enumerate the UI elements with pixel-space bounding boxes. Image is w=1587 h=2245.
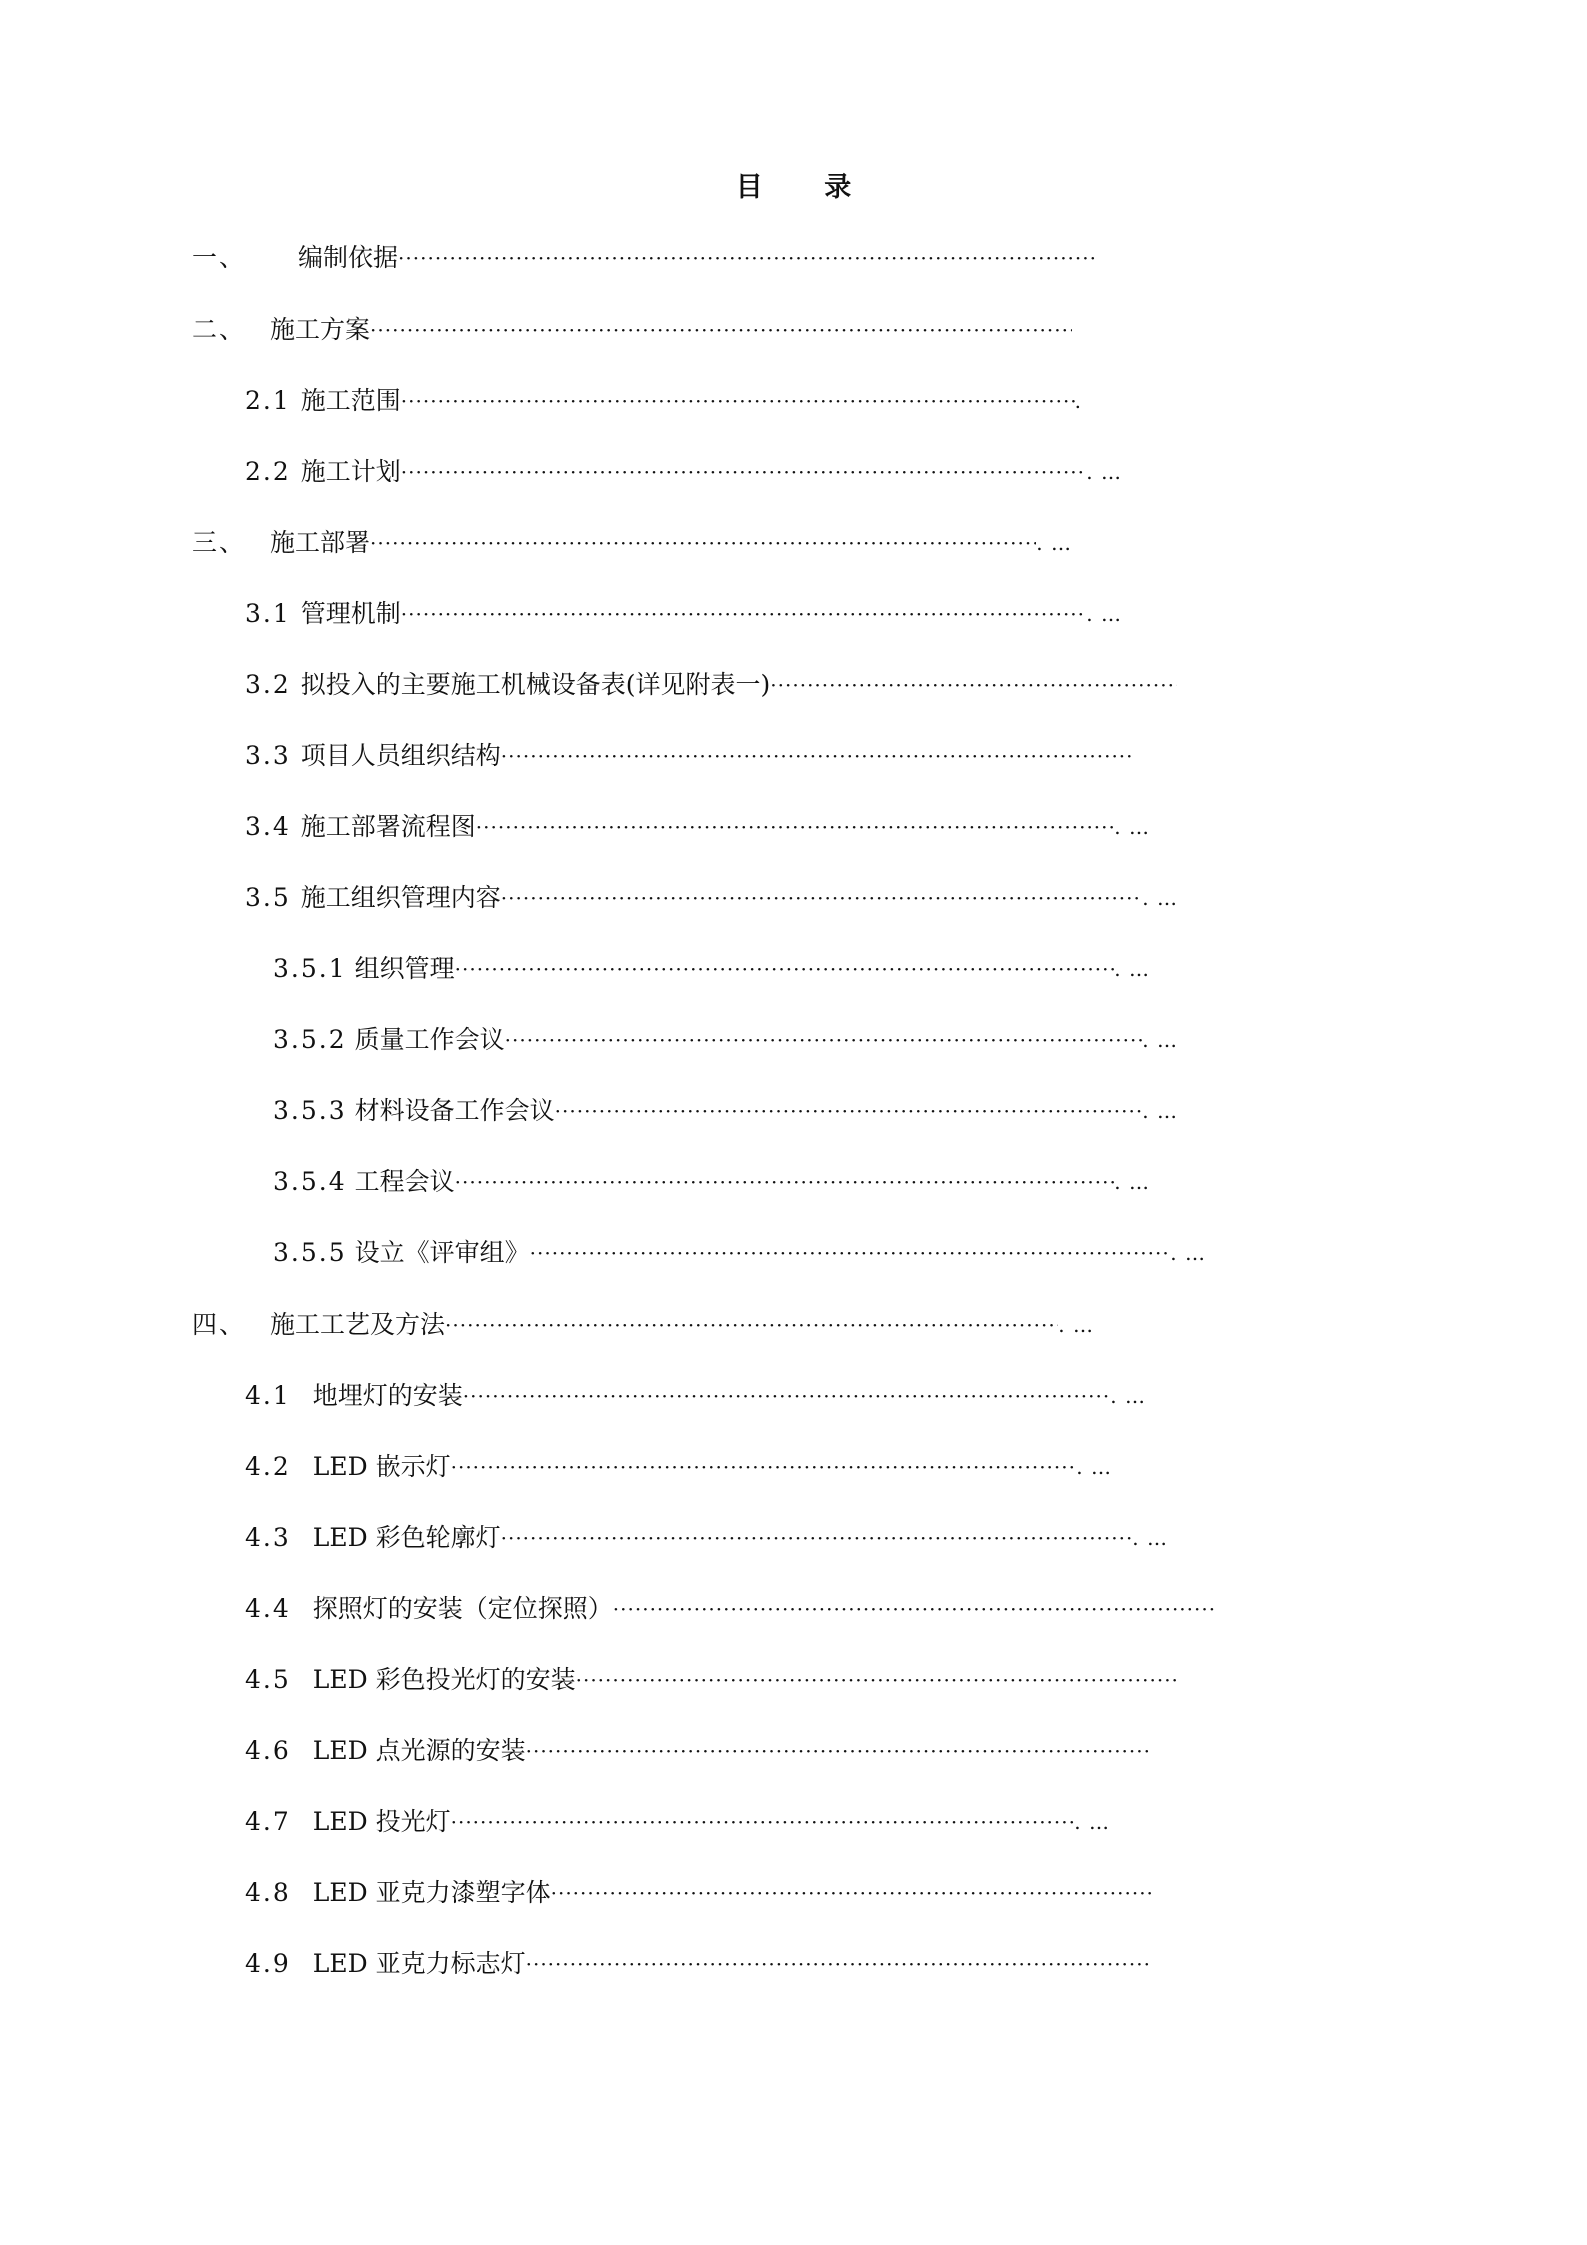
toc-entry-title: 管理机制 — [300, 599, 401, 628]
toc-entry[interactable] — [245, 450, 1122, 494]
toc-entry-tail: . — [1074, 389, 1082, 413]
toc-entry[interactable] — [245, 734, 1133, 778]
toc-entry[interactable] — [245, 876, 1178, 920]
toc-entry-tail: . … — [1170, 1241, 1206, 1265]
toc-entry[interactable] — [192, 308, 1072, 352]
toc-entry[interactable] — [192, 521, 1072, 565]
dot-leader — [401, 379, 1075, 423]
dot-leader — [526, 1729, 1152, 1773]
toc-entry-number: 4.4 — [245, 1594, 291, 1623]
toc-entry-tail: . … — [1058, 1313, 1094, 1337]
toc-entry[interactable] — [273, 1089, 1178, 1133]
dot-leader — [455, 1160, 1115, 1204]
toc-entry-title: LED 亚克力漆塑字体 — [312, 1878, 551, 1907]
dot-leader — [398, 236, 1098, 280]
toc-entry[interactable] — [245, 1800, 1110, 1844]
toc-entry-number: 4.8 — [245, 1878, 291, 1907]
dot-leader — [501, 876, 1143, 920]
toc-entry-tail: . … — [1110, 1384, 1146, 1408]
toc-entry-title: 材料设备工作会议 — [354, 1096, 555, 1125]
toc-entry[interactable] — [245, 1516, 1168, 1560]
dot-leader — [401, 592, 1087, 636]
dot-leader — [451, 1445, 1077, 1489]
toc-entry-title: 施工组织管理内容 — [300, 883, 501, 912]
toc-entry-title: LED 投光灯 — [312, 1807, 451, 1836]
toc-entry[interactable] — [245, 1942, 1151, 1986]
toc-entry-number: 3.5.5 — [273, 1238, 347, 1267]
toc-entry-number: 4.9 — [245, 1949, 291, 1978]
dot-leader — [455, 947, 1115, 991]
toc-entry-number: 3.1 — [245, 599, 291, 628]
toc-entry[interactable] — [245, 1658, 1180, 1702]
toc-title: 目 录 — [735, 172, 878, 203]
toc-entry-tail: . … — [1132, 1526, 1168, 1550]
toc-entry[interactable] — [245, 1374, 1146, 1418]
toc-entry-title: 项目人员组织结构 — [300, 741, 501, 770]
toc-entry[interactable] — [245, 1729, 1152, 1773]
toc-entry-title: 地埋灯的安装 — [312, 1381, 463, 1410]
toc-entry[interactable] — [273, 947, 1150, 991]
toc-entry[interactable] — [245, 663, 1177, 707]
toc-entry-title: 施工计划 — [300, 457, 401, 486]
dot-leader — [501, 1516, 1133, 1560]
toc-entry-tail: . … — [1076, 1455, 1112, 1479]
toc-entry-number: 4.1 — [245, 1381, 291, 1410]
toc-entry-title: 工程会议 — [354, 1167, 455, 1196]
toc-entry[interactable] — [273, 1018, 1178, 1062]
toc-entry-title: 组织管理 — [354, 954, 455, 983]
dot-leader — [476, 805, 1115, 849]
toc-entry-title: 施工部署流程图 — [300, 812, 476, 841]
toc-entry-title: 探照灯的安装（定位探照） — [312, 1594, 613, 1623]
dot-leader — [526, 1942, 1151, 1986]
toc-entry-title: LED 彩色轮廓灯 — [312, 1523, 501, 1552]
toc-entry-number: 3.5 — [245, 883, 291, 912]
toc-entry-tail: . … — [1114, 957, 1150, 981]
toc-entry-title: LED 点光源的安装 — [312, 1736, 526, 1765]
toc-entry-number: 一、 — [192, 243, 247, 272]
toc-entry-title: 拟投入的主要施工机械设备表(详见附表一) — [300, 670, 771, 699]
toc-entry-title: 设立《评审组》 — [354, 1238, 530, 1267]
toc-entry-number: 3.5.4 — [273, 1167, 347, 1196]
toc-entry-title: LED 彩色投光灯的安装 — [312, 1665, 576, 1694]
dot-leader — [370, 521, 1036, 565]
toc-entry-number: 2.1 — [245, 386, 291, 415]
toc-entry-number: 4.7 — [245, 1807, 291, 1836]
dot-leader — [463, 1374, 1111, 1418]
dot-leader — [501, 734, 1133, 778]
toc-entry-title: 质量工作会议 — [354, 1025, 505, 1054]
toc-entry-title: LED 亚克力标志灯 — [312, 1949, 526, 1978]
toc-entry-title: 施工部署 — [270, 528, 371, 557]
toc-entry-number: 3.5.3 — [273, 1096, 347, 1125]
toc-entry[interactable] — [192, 1303, 1094, 1347]
toc-entry-tail: . … — [1142, 886, 1178, 910]
dot-leader — [770, 663, 1177, 707]
dot-leader — [551, 1871, 1151, 1915]
dot-leader — [530, 1231, 1171, 1275]
toc-entry-title: 编制依据 — [298, 243, 399, 272]
toc-entry[interactable] — [245, 592, 1122, 636]
toc-entry-tail: . … — [1114, 1170, 1150, 1194]
dot-leader — [613, 1587, 1216, 1631]
toc-entry-number: 3.5.2 — [273, 1025, 347, 1054]
toc-entry-tail: . … — [1086, 460, 1122, 484]
toc-entry[interactable] — [245, 805, 1150, 849]
toc-entry-number: 4.5 — [245, 1665, 291, 1694]
toc-entry[interactable] — [192, 236, 1098, 280]
toc-entry-title: LED 嵌示灯 — [312, 1452, 451, 1481]
dot-leader — [505, 1018, 1143, 1062]
toc-entry-tail: . … — [1142, 1099, 1178, 1123]
toc-entry-tail: . … — [1074, 1810, 1110, 1834]
toc-entry[interactable] — [245, 1871, 1151, 1915]
toc-entry-number: 3.5.1 — [273, 954, 347, 983]
dot-leader — [370, 308, 1072, 352]
dot-leader — [401, 450, 1087, 494]
toc-entry-number: 二、 — [192, 315, 247, 344]
toc-entry-number: 4.6 — [245, 1736, 291, 1765]
toc-entry-number: 4.2 — [245, 1452, 291, 1481]
dot-leader — [555, 1089, 1143, 1133]
dot-leader — [451, 1800, 1075, 1844]
toc-entry[interactable] — [245, 379, 1082, 423]
toc-entry-number: 3.4 — [245, 812, 291, 841]
toc-entry[interactable] — [273, 1160, 1150, 1204]
toc-entry-tail: . … — [1086, 602, 1122, 626]
toc-entry-number: 四、 — [192, 1310, 247, 1339]
toc-entry[interactable] — [245, 1587, 1216, 1631]
toc-entry-tail: . … — [1114, 815, 1150, 839]
toc-entry-title: 施工方案 — [270, 315, 371, 344]
dot-leader — [576, 1658, 1180, 1702]
toc-entry-title: 施工工艺及方法 — [270, 1310, 446, 1339]
dot-leader — [445, 1303, 1058, 1347]
toc-entry-title: 施工范围 — [300, 386, 401, 415]
toc-entry[interactable] — [273, 1231, 1206, 1275]
toc-entry-tail: . … — [1036, 531, 1072, 555]
toc-entry-number: 3.2 — [245, 670, 291, 699]
toc-entry-number: 2.2 — [245, 457, 291, 486]
toc-entry-tail: . … — [1142, 1028, 1178, 1052]
toc-entry[interactable] — [245, 1445, 1112, 1489]
toc-entry-number: 4.3 — [245, 1523, 291, 1552]
toc-entry-number: 3.3 — [245, 741, 291, 770]
toc-entry-number: 三、 — [192, 528, 247, 557]
